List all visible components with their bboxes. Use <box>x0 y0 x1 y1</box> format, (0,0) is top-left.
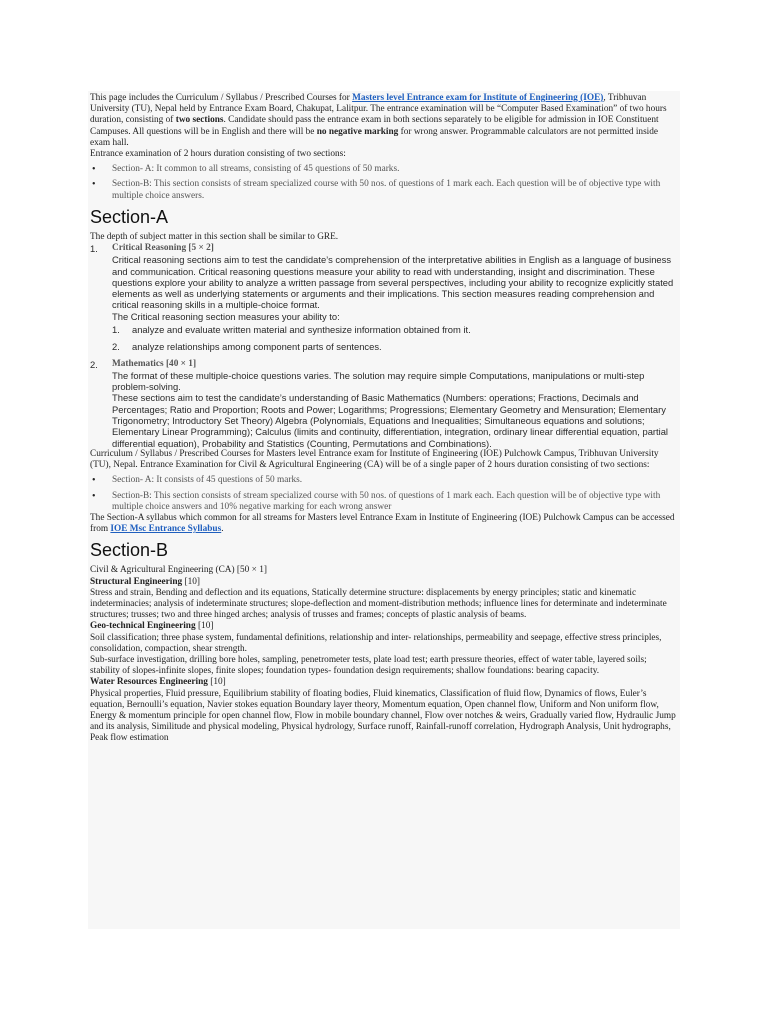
intro-paragraph <box>90 93 678 149</box>
intro-text: . Candidate should pass the entrance exam in both sections separately to be eligible for admission in IOE Constituent Campuses. All questions will be in English and there will be <box>90 115 659 137</box>
section-a-heading: Section-A <box>90 206 169 227</box>
document-page <box>88 91 680 929</box>
topic-marks: [10] <box>207 677 226 688</box>
mathematics-paragraph: The format of these multiple-choice questions varies. The solution may require simple Computations, manipulations or multi-step problem-solving. <box>112 369 645 393</box>
list-number: 1. <box>90 243 98 255</box>
sub-list-item <box>112 324 678 335</box>
list-item: • Section-B: This section consists of stream specialized course with 50 nos. of questions of 1 mark each. Each question will be of objective type with multiple choice answers. <box>112 179 678 201</box>
list-item: • Section-B: This section consists of stream specialized course with 50 nos. of questions of 1 mark each. Each question will be of objective type with multiple choice answers and 10% negative marking for each wrong answer <box>112 491 678 513</box>
topic-title <box>90 677 678 688</box>
ioe-msc-syllabus-link[interactable]: IOE Msc Entrance Syllabus <box>110 524 222 535</box>
critical-reasoning-paragraph: Critical reasoning sections aim to test the candidate’s comprehension of the interpretative abilities in English as a language of business and communication. Critical reasoning questions measure your ability to read with understanding, insight and discrimination. These questions explore your ability to analyze a written passage from several perspectives, including your ability to recognize explicitly stated elements as well as underlying statements or arguments and their implications. This section measures reading comprehension and critical reasoning skills in a multiple-choice format. <box>112 254 674 311</box>
intro-line: Entrance examination of 2 hours duration consisting of two sections: <box>90 149 346 160</box>
list-number: 2. <box>112 341 120 353</box>
topic-paragraph: Physical properties, Fluid pressure, Equilibrium stability of floating bodies, Fluid kinematics, Classification of fluid flow, Dynamics of flows, Euler’s equation, Bernoulli’s equation, Navier stokes equation Boundary layer theory, Momentum equation, Open channel flow, Uniform and Non uniform flow, Energy & momentum principle for open channel flow, Flow in mobile boundary channel, Flow over notches & weirs, Gradually varied flow, Hydraulic Jump and its analysis, Similitude and physical modeling, Physical hydrology, Surface runoff, Rainfall-runoff correlation, Hydrograph Analysis, Unit hydrographs, Peak flow estimation <box>90 688 676 744</box>
topic-marks: [10] <box>195 621 214 632</box>
sub-item-text: analyze and evaluate written material and synthesize information obtained from it. <box>132 324 471 336</box>
topic-structural <box>90 577 678 622</box>
list-item: • Section- A: It common to all streams, consisting of 45 questions of 50 marks. <box>112 164 678 175</box>
list-number: 2. <box>90 358 98 370</box>
topic-title <box>90 577 678 588</box>
topic-marks: [10] <box>182 576 201 587</box>
intro-text: This page includes the Curriculum / Syllabus / Prescribed Courses for <box>90 93 353 103</box>
depth-text: The depth of subject matter in this section shall be similar to GRE. <box>90 231 339 242</box>
common-syllabus-text <box>90 513 678 535</box>
ca-paragraph: Curriculum / Syllabus / Prescribed Courses for Masters level Entrance exam for Institute of Engineering (IOE) Pulchowk Campus, Tribhuvan University (TU), Nepal. Entrance Examination for Civil & Agricultural Engineering (CA) will be of a single paper of 2 hours duration consisting of two sections: <box>90 448 659 471</box>
intro-text: , Tribhuvan University (TU), Nepal held by Entrance Exam Board, Chakupat, Lalitpur. The entrance examination will be “Computer Based Examination” of two hours duration, consisting of <box>90 93 667 126</box>
list-item: • Section- A: It consists of 45 questions of 50 marks. <box>112 475 678 486</box>
critical-reasoning-item <box>90 243 678 353</box>
mathematics-topics: These sections aim to test the candidate’s understanding of Basic Mathematics (Numbers: operations; Fractions, Decimals and Percentages; Ratio and Proportion; Roots and Power; Logarithms; Progressions; Elementary Geometry and Mensuration; Elementary Trigonometry; Introductory Set Theory) Algebra (Polynomials, Equations and Inequalities; Simultaneous equations and solutions; Elementary Linear Programming); Calculus (limits and continuity, differentiation, integration, ordinary linear differential equation, partial differential equation), Probability and Statistics (Counting, Permutations and Combinations). <box>112 392 669 449</box>
topic-title-text: Structural Engineering <box>90 576 183 587</box>
measures-text: The Critical reasoning section measures your ability to: <box>112 310 340 322</box>
sub-list-item <box>112 341 678 352</box>
topic-geotechnical <box>90 621 678 677</box>
ca-sections-list <box>90 475 678 513</box>
list-number: 1. <box>112 324 120 336</box>
common-text: The Section-A syllabus which common for all streams for Masters level Entrance Exam in Institute of Engineering (IOE) Pulchowk Campus can be accessed from <box>90 512 675 535</box>
mathematics-item <box>90 359 678 449</box>
topic-title <box>90 621 678 632</box>
intro-text: for wrong answer. Programmable calculators are not permitted inside exam hall. <box>90 126 659 148</box>
intro-bold: no negative marking <box>316 126 399 137</box>
topic-paragraph: Soil classification; three phase system, fundamental definitions, relationship and inter- relationships, permeability and seepage, effective stress principles, consolidation, compaction, shear strength. <box>90 632 662 654</box>
sub-item-text: analyze relationships among component parts of sentences. <box>132 341 382 353</box>
topic-paragraph: Sub-surface investigation, drilling bore holes, sampling, penetrometer tests, plate load test; earth pressure theories, effect of water table, layered soils; stability of slopes-infinite slopes, finite slopes; foundation types- foundation design requirements; shallow foundations: bearing capacity. <box>90 654 647 677</box>
sections-list <box>90 164 678 202</box>
critical-reasoning-title: Critical Reasoning [5 × 2] <box>112 243 214 254</box>
masters-entrance-link[interactable]: Masters level Entrance exam for Institute of Engineering (IOE) <box>352 93 604 103</box>
mathematics-title: Mathematics [40 × 1] <box>112 358 197 369</box>
common-text: . <box>221 524 224 535</box>
topic-title-text: Geo-technical Engineering <box>90 621 196 632</box>
topic-water-resources <box>90 677 678 744</box>
intro-bold: two sections <box>175 115 224 126</box>
section-b-heading: Section-B <box>90 540 169 561</box>
section-b-intro: Civil & Agricultural Engineering (CA) [50 × 1] <box>90 565 267 576</box>
topic-title-text: Water Resources Engineering <box>90 677 208 688</box>
topic-paragraph: Stress and strain, Bending and deflection and its equations, Statically determine structure: displacements by energy principles; static and kinematic indeterminacies; analysis of indeterminate structures; slope-deflection and moment-distribution methods; influence lines for determinate and indeterminate structures; trusses; two and three hinged arches; analysis of trusses and frames; concepts of plastic analysis of beams. <box>90 587 667 621</box>
